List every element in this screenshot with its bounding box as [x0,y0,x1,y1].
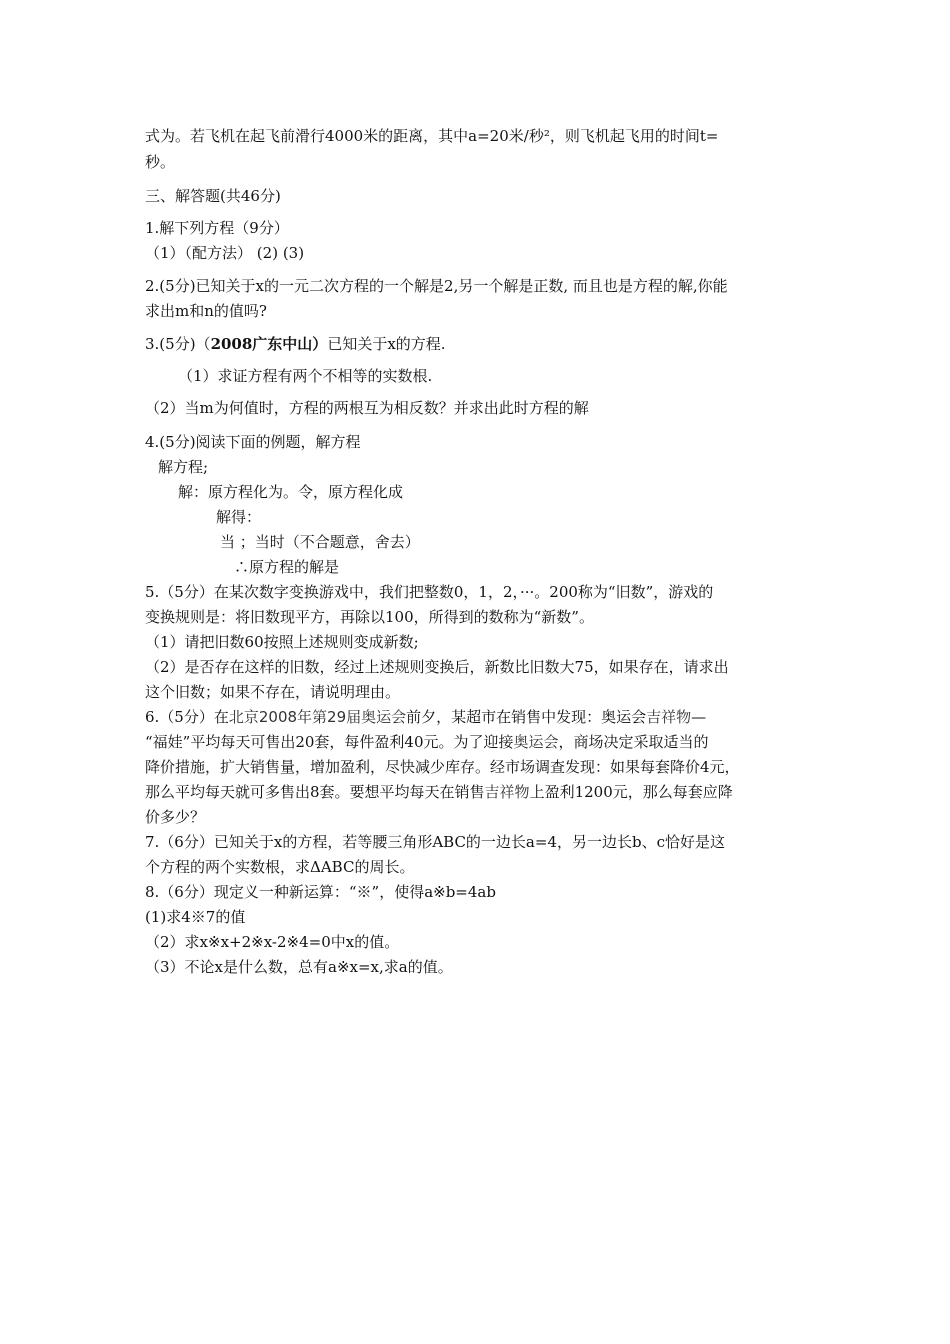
text-line: 1.解下列方程（9分） [145,219,289,237]
text-line: （1）请把旧数60按照上述规则变成新数; [145,633,419,651]
text-line: 解方程; [158,458,209,476]
text-span: 3.(5分)（ [145,335,211,353]
text-line [145,707,706,727]
text-line: （1）求证方程有两个不相等的实数根. [178,367,433,385]
text-line: 7.（6分）已知关于x的方程，若等腰三角形ABC的一边长a=4，另一边长b、c恰好是这 [145,833,725,851]
text-line: 式为。若飞机在起飞前滑行4000米的距离，其中a=20米/秒²，则飞机起飞用的时间t= [145,127,719,145]
text-line: ∴原方程的解是 [234,558,340,576]
text-line: 求出m和n的值吗? [145,302,267,320]
text-line: 个方程的两个实数根，求ΔABC的周长。 [145,858,415,876]
text-line: 秒。 [145,153,176,171]
link-text: 北京2008年第29届奥运会 [228,708,407,726]
text-line: 解得： [216,508,262,526]
text-line [145,782,733,802]
link-text: 吉祥物 [484,783,530,801]
source-tag: 2008广东中山） [210,335,328,353]
text-span: — [691,708,707,726]
link-text: 吉祥物 [646,708,692,726]
text-line: 变换规则是：将旧数现平方，再除以100，所得到的数称为“新数”。 [145,608,594,626]
text-line: （2）求x※x+2※x-2※4=0中x的值。 [145,933,400,951]
text-span: 那么平均每天就可多售出8套。要想平均每天在销售 [145,783,485,801]
text-span: 前夕，某超市在销售中发现：奥运会 [406,708,647,726]
text-line: 价多少？ [145,808,206,826]
text-line [145,334,446,354]
section-heading: 三、解答题(共46分) [145,187,281,205]
text-line: 5.（5分）在某次数字变换游戏中，我们把整数0，1，2，···。200称为“旧数”，游戏的 [145,583,714,601]
text-span: ，商场决定采取适当的 [558,733,709,751]
text-line: 这个旧数；如果不存在，请说明理由。 [145,683,401,701]
text-line: （2）是否存在这样的旧数，经过上述规则变换后，新数比旧数大75，如果存在，请求出 [145,658,729,676]
text-span: “福娃”平均每天可售出20套，每件盈利40元。为了迎接 [145,733,514,751]
text-line: 4.(5分)阅读下面的例题，解方程 [145,433,361,451]
text-line: （3）不论x是什么数，总有a※x=x,求a的值。 [145,958,453,976]
text-span: 上盈利1200元，那么每套应降 [529,783,733,801]
text-line: （1）（配方法） (2) (3) [145,244,305,262]
text-line: 2.(5分)已知关于x的一元二次方程的一个解是2,另一个解是正数, 而且也是方程的解,你能 [145,277,728,295]
text-line: 解：原方程化为。令，原方程化成 [178,483,404,501]
text-line: 降价措施，扩大销售量，增加盈利，尽快减少库存。经市场调查发现：如果每套降价4元， [145,758,740,776]
text-line [145,732,709,752]
text-span: 已知关于x的方程. [327,335,446,353]
text-line: 8.（6分）现定义一种新运算：“※”，使得a※b=4ab [145,883,496,901]
text-line: （2）当m为何值时，方程的两根互为相反数？并求出此时方程的解 [145,399,589,417]
link-text: 奥运会 [513,733,559,751]
text-line: (1)求4※7的值 [145,908,246,926]
text-line: 当 ；当时（不合题意，舍去） [220,533,420,551]
text-span: 6.（5分）在 [145,708,229,726]
